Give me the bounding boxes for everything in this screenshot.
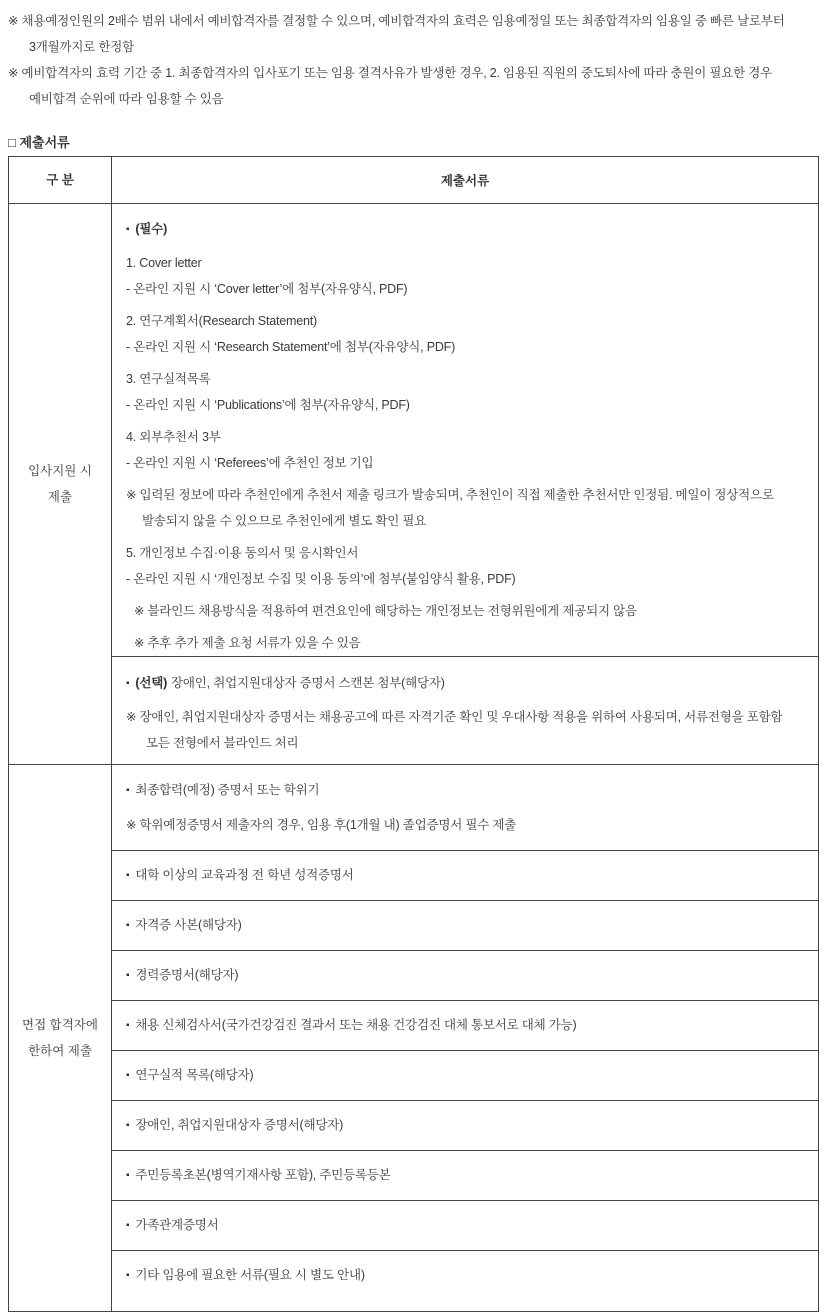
doc-text: 연구실적 목록(해당자): [135, 1068, 254, 1082]
row-label-application-line1: 입사지원 시: [28, 463, 92, 478]
interview-doc-other-documents: [112, 1250, 818, 1311]
bullet-square-icon: [126, 670, 129, 698]
doc-line: [126, 1212, 804, 1240]
doc-text: 주민등록초본(병역기재사항 포함), 주민등록등본: [135, 1168, 391, 1182]
required-item-publications: [126, 366, 804, 418]
required-item-cover-letter: [126, 250, 804, 302]
interview-documents-cell: [112, 765, 818, 1311]
interview-doc-final-degree: [112, 765, 818, 850]
doc-text: 장애인, 취업지원대상자 증명서(해당자): [135, 1118, 344, 1132]
item-detail: - 온라인 지원 시 ‘개인정보 수집 및 이용 동의’에 첨부(붙임양식 활용, PDF): [126, 572, 516, 586]
item-title: 5. 개인정보 수집·이용 동의서 및 응시확인서: [126, 546, 359, 560]
item-detail: - 온라인 지원 시 ‘Publications’에 첨부(자유양식, PDF): [126, 398, 410, 412]
additional-documents-note: ※ 추후 추가 제출 요청 서류가 있을 수 있음: [134, 636, 361, 650]
item-detail: - 온라인 지원 시 ‘Referees’에 추천인 정보 기입: [126, 456, 374, 470]
interview-doc-license-copy: [112, 900, 818, 950]
item-title: 4. 외부추천서 3부: [126, 430, 221, 444]
doc-line: [126, 862, 804, 890]
row-label-interview-line1: 면접 합격자에: [22, 1017, 98, 1032]
doc-line: [126, 1162, 804, 1190]
required-heading-line: [126, 216, 804, 244]
interview-doc-transcripts: [112, 850, 818, 900]
note-reserve-validity-line2: 예비합격 순위에 따라 임용할 수 있음: [29, 92, 224, 106]
optional-heading-line: [126, 670, 804, 698]
required-item-research-statement: [126, 308, 804, 360]
bullet-square-icon: [126, 1112, 129, 1140]
bullet-square-icon: [126, 1062, 129, 1090]
note-reserve-candidates-line1: ※ 채용예정인원의 2배수 범위 내에서 예비합격자를 결정할 수 있으며, 예비합격자의 효력은 임용예정일 또는 최종합격자의 임용일 중 빠른 날로부터: [8, 14, 785, 28]
degree-certificate-note: ※ 학위예정증명서 제출자의 경우, 임용 후(1개월 내) 졸업증명서 필수 제출: [126, 818, 517, 832]
bullet-square-icon: [126, 862, 129, 890]
bullet-square-icon: [126, 962, 129, 990]
interview-doc-resident-registration: [112, 1150, 818, 1200]
optional-note-line2: 모든 전형에서 블라인드 처리: [146, 736, 299, 750]
bullet-square-icon: [126, 1012, 129, 1040]
bullet-square-icon: [126, 912, 129, 940]
item-title: 1. Cover letter: [126, 256, 202, 270]
optional-blind-note: [126, 704, 804, 756]
required-item-referees: [126, 424, 804, 476]
submission-documents-table: [8, 156, 819, 1312]
note-reserve-validity-line1: ※ 예비합격자의 효력 기간 중 1. 최종합격자의 입사포기 또는 임용 결격사유가 발생한 경우, 2. 임용된 직원의 중도퇴사에 따라 충원이 필요한 경우: [8, 66, 773, 80]
column-header-category: 구 분: [9, 157, 112, 203]
interview-doc-research-list: [112, 1050, 818, 1100]
required-heading: (필수): [135, 222, 168, 236]
row-label-application-line2: 제출: [47, 489, 73, 504]
bullet-square-icon: [126, 1212, 129, 1240]
table-row-interview: [9, 764, 818, 1311]
note-reserve-candidates-line2: 3개월까지로 한정함: [29, 40, 135, 54]
doc-text: 대학 이상의 교육과정 전 학년 성적증명서: [135, 868, 354, 882]
item-detail: - 온라인 지원 시 ‘Cover letter’에 첨부(자유양식, PDF): [126, 282, 408, 296]
required-documents-section: [112, 204, 818, 656]
doc-text: 채용 신체검사서(국가건강검진 결과서 또는 채용 건강검진 대체 통보서로 대체 가능): [135, 1018, 577, 1032]
doc-line: [126, 962, 804, 990]
bullet-square-icon: [126, 777, 129, 805]
optional-text: 장애인, 취업지원대상자 증명서 스캔본 첨부(해당자): [171, 676, 445, 690]
doc-text: 기타 임용에 필요한 서류(필요 시 별도 안내): [135, 1268, 365, 1282]
doc-line: [126, 1262, 804, 1290]
optional-documents-section: [112, 656, 818, 764]
optional-note-line1: ※ 장애인, 취업지원대상자 증명서는 채용공고에 따른 자격기준 확인 및 우대사항 적용을 위하여 사용되며, 서류전형을 포함함: [126, 710, 783, 724]
doc-line: [126, 912, 804, 940]
section-title-submission-documents: □ 제출서류: [8, 135, 70, 150]
doc-text: 자격증 사본(해당자): [135, 918, 242, 932]
doc-line: [126, 1062, 804, 1090]
doc-line: [126, 1112, 804, 1140]
item-title: 2. 연구계획서(Research Statement): [126, 314, 317, 328]
interview-doc-medical-exam: [112, 1000, 818, 1050]
table-header-row: [9, 157, 818, 203]
blind-recruitment-note: ※ 블라인드 채용방식을 적용하여 편견요인에 해당하는 개인정보는 전형위원에게 제공되지 않음: [134, 604, 637, 618]
row-label-interview-line2: 한하여 제출: [28, 1043, 92, 1058]
application-documents-cell: [112, 204, 818, 764]
referee-note-line1: ※ 입력된 정보에 따라 추천인에게 추천서 제출 링크가 발송되며, 추천인이 직접 제출한 추천서만 인정됨. 메일이 정상적으로: [126, 488, 774, 502]
item-title: 3. 연구실적목록: [126, 372, 211, 386]
doc-line: [126, 1012, 804, 1040]
row-label-interview: [9, 765, 112, 1311]
doc-text: 가족관계증명서: [135, 1218, 219, 1232]
row-label-application: [9, 204, 112, 764]
optional-heading: (선택): [135, 676, 168, 690]
table-row-application: [9, 203, 818, 764]
column-header-documents: 제출서류: [440, 174, 490, 188]
doc-line: [126, 777, 804, 805]
bullet-square-icon: [126, 216, 129, 244]
required-item-privacy-consent: [126, 540, 804, 592]
doc-text: 경력증명서(해당자): [135, 968, 239, 982]
interview-doc-disability-certificate: [112, 1100, 818, 1150]
doc-text: 최종합력(예정) 증명서 또는 학위기: [135, 783, 320, 797]
item-detail: - 온라인 지원 시 ‘Research Statement’에 첨부(자유양식, PDF): [126, 340, 456, 354]
interview-doc-family-certificate: [112, 1200, 818, 1250]
referee-note-line2: 발송되지 않을 수 있으므로 추천인에게 별도 확인 필요: [142, 514, 427, 528]
referee-link-note: [126, 482, 804, 534]
top-notes: [8, 8, 819, 112]
bullet-square-icon: [126, 1262, 129, 1290]
interview-doc-career-certificate: [112, 950, 818, 1000]
bullet-square-icon: [126, 1162, 129, 1190]
